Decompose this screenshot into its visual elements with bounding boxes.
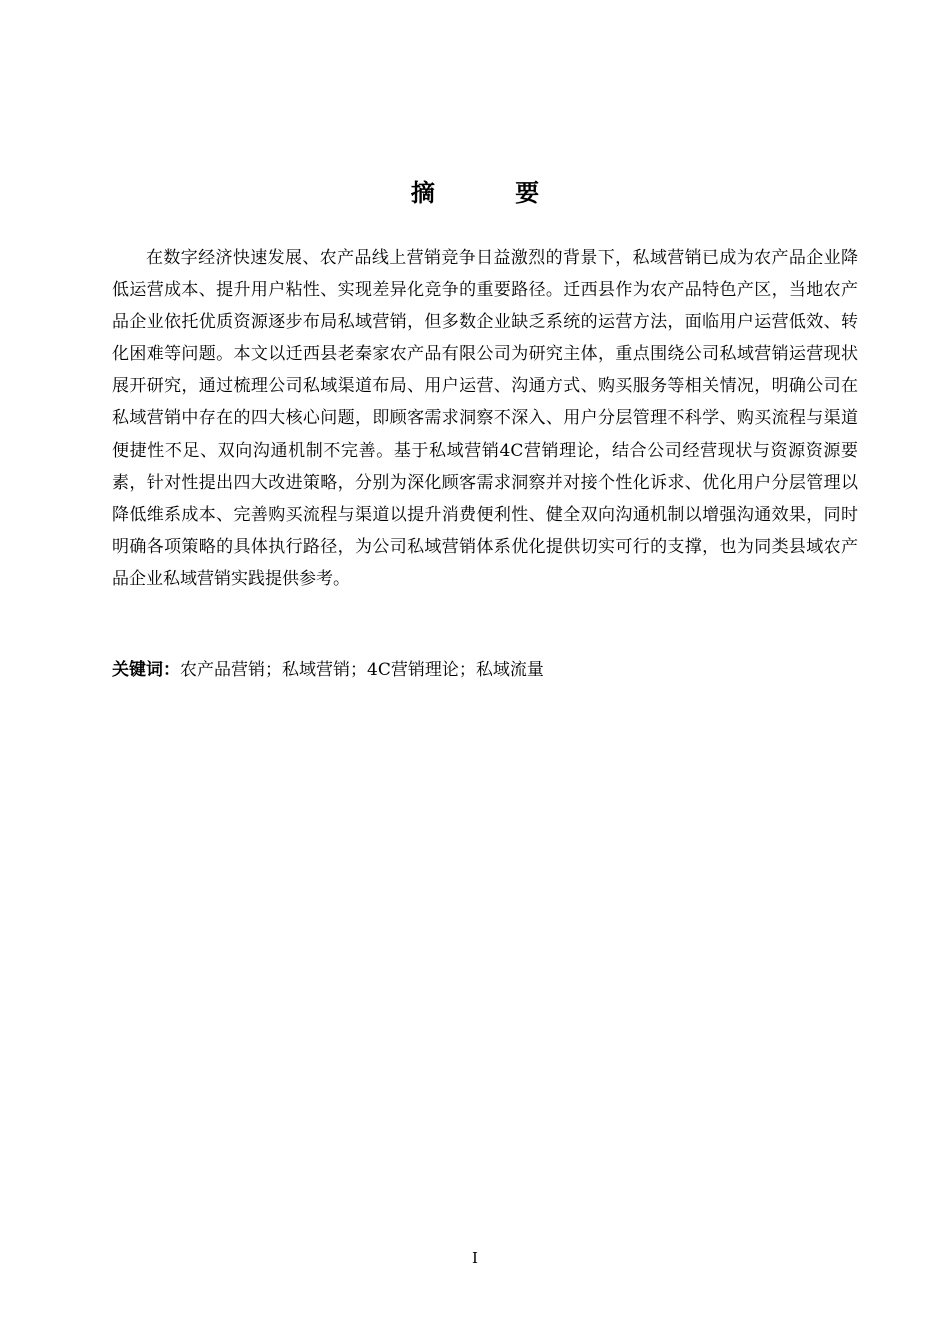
page-title: 摘 要 — [410, 179, 576, 207]
page-number: I — [472, 1249, 478, 1267]
keywords-list: 农产品营销；私域营销；4C营销理论；私域流量 — [180, 660, 544, 680]
keywords-label: 关键词： — [112, 660, 180, 680]
keywords-line — [112, 656, 858, 684]
abstract-paragraph: 在数字经济快速发展、农产品线上营销竞争日益激烈的背景下，私域营销已成为农产品企业降低运营成本、提升用户粘性、实现差异化竞争的重要路径。迁西县作为农产品特色产区，当地农产品企业依托优质资源逐步布局私域营销，但多数企业缺乏系统的运营方法，面临用户运营低效、转化困难等问题。本文以迁西县老秦家农产品有限公司为研究主体，重点围绕公司私域营销运营现状展开研究，通过梳理公司私域渠道布局、用户运营、沟通方式、购买服务等相关情况，明确公司在私域营销中存在的四大核心问题，即顾客需求洞察不深入、用户分层管理不科学、购买流程与渠道便捷性不足、双向沟通机制不完善。基于私域营销4C营销理论，结合公司经营现状与资源资源要素，针对性提出四大改进策略，分别为深化顾客需求洞察并对接个性化诉求、优化用户分层管理以降低维系成本、完善购买流程与渠道以提升消费便利性、健全双向沟通机制以增强沟通效果，同时明确各项策略的具体执行路径，为公司私域营销体系优化提供切实可行的支撑，也为同类县域农产品企业私域营销实践提供参考。 — [112, 248, 858, 589]
